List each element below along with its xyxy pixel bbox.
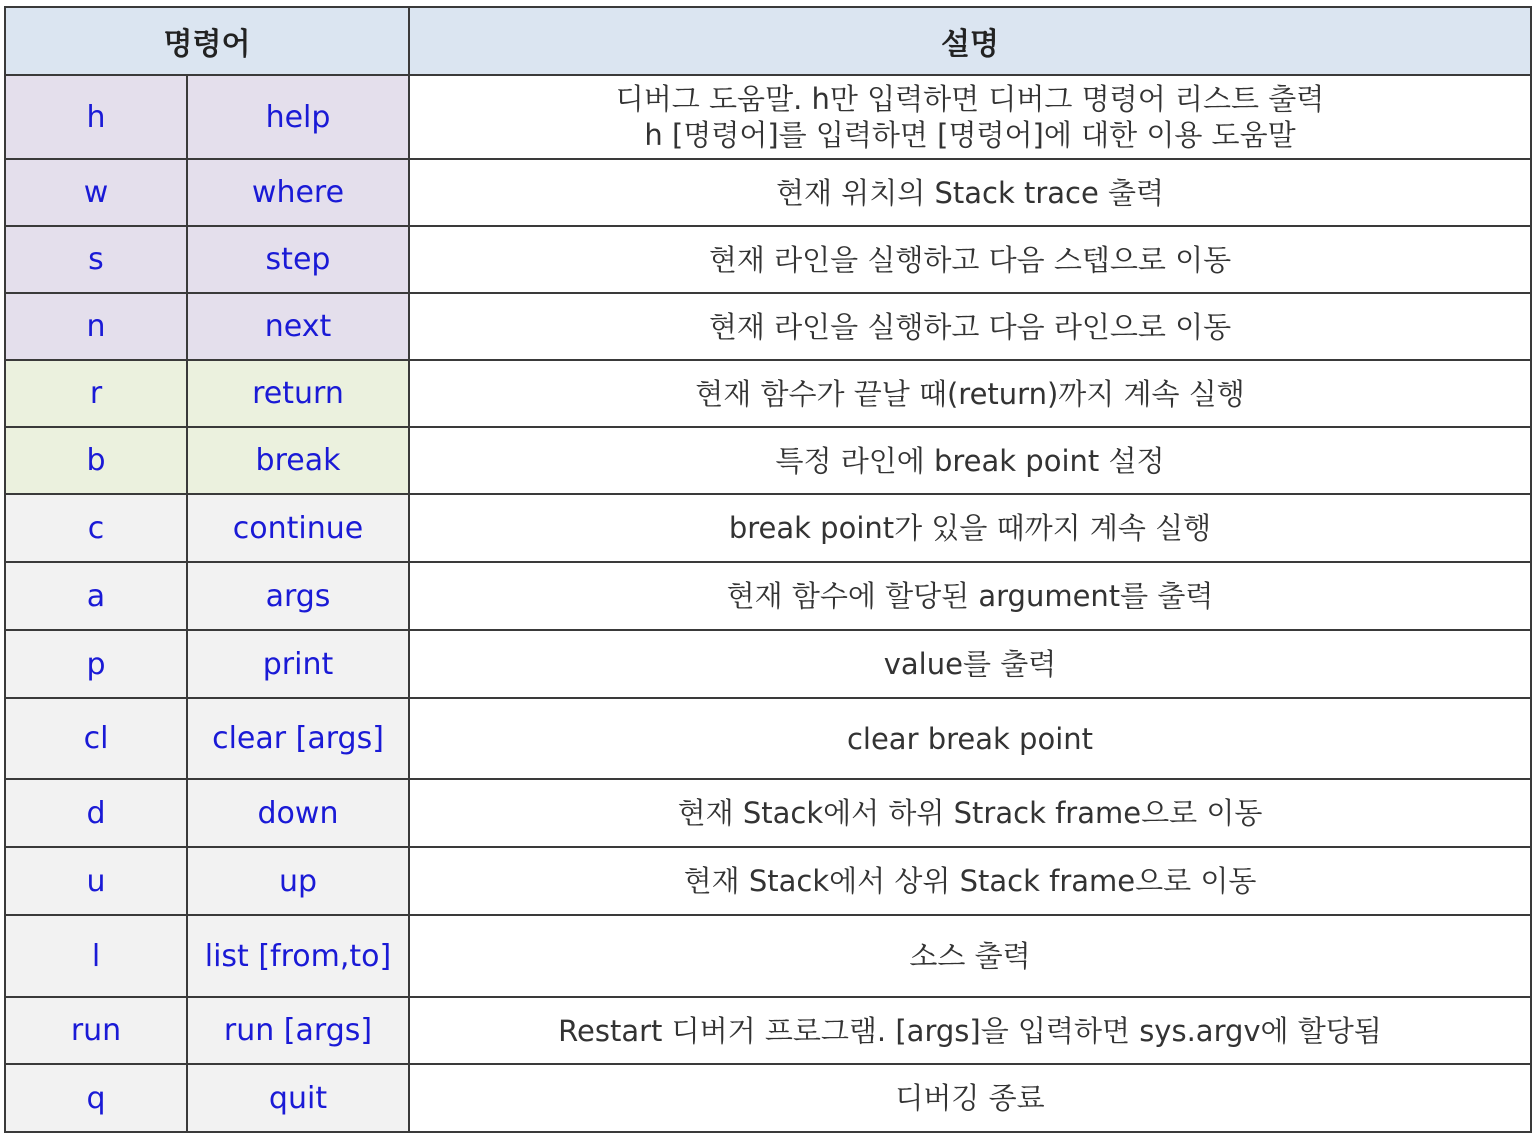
command-short: w	[5, 159, 187, 226]
command-description	[409, 293, 1531, 360]
command-description	[409, 698, 1531, 779]
command-short: q	[5, 1064, 187, 1132]
command-short: n	[5, 293, 187, 360]
command-short: p	[5, 630, 187, 698]
description-line: 현재 라인을 실행하고 다음 스텝으로 이동	[708, 242, 1232, 277]
table-row	[5, 562, 1531, 630]
header-description: 설명	[409, 7, 1531, 75]
command-long: return	[187, 360, 409, 427]
table-row	[5, 630, 1531, 698]
command-long: run [args]	[187, 997, 409, 1064]
description-line: 현재 함수가 끝날 때(return)까지 계속 실행	[695, 376, 1245, 411]
table-body	[5, 75, 1531, 1132]
command-description	[409, 915, 1531, 997]
command-description	[409, 159, 1531, 226]
table-row	[5, 494, 1531, 562]
command-short: s	[5, 226, 187, 293]
command-long: step	[187, 226, 409, 293]
header-command: 명령어	[5, 7, 409, 75]
command-description	[409, 427, 1531, 494]
command-short: u	[5, 847, 187, 915]
table-row	[5, 159, 1531, 226]
description-line: h [명령어]를 입력하면 [명령어]에 대한 이용 도움말	[644, 118, 1296, 152]
table-row	[5, 293, 1531, 360]
command-description	[409, 847, 1531, 915]
table-container	[4, 6, 1532, 1133]
table-row	[5, 997, 1531, 1064]
command-long: down	[187, 779, 409, 847]
command-long: args	[187, 562, 409, 630]
description-line: 디버그 도움말. h만 입력하면 디버그 명령어 리스트 출력	[615, 82, 1325, 116]
description-line: break point가 있을 때까지 계속 실행	[728, 511, 1212, 545]
description-line: 현재 라인을 실행하고 다음 라인으로 이동	[708, 309, 1232, 344]
table-row	[5, 427, 1531, 494]
command-description	[409, 562, 1531, 630]
command-short: l	[5, 915, 187, 997]
command-short: h	[5, 75, 187, 159]
description-line: 현재 함수에 할당된 argument를 출력	[726, 579, 1214, 613]
command-description	[409, 779, 1531, 847]
command-short: c	[5, 494, 187, 562]
command-long: list [from,to]	[187, 915, 409, 997]
command-long: clear [args]	[187, 698, 409, 779]
command-description	[409, 75, 1531, 159]
command-description	[409, 360, 1531, 427]
command-long: continue	[187, 494, 409, 562]
table-row	[5, 779, 1531, 847]
header-row	[5, 7, 1531, 75]
description-line: clear break point	[846, 721, 1094, 756]
command-short: b	[5, 427, 187, 494]
command-long: where	[187, 159, 409, 226]
description-line: value를 출력	[883, 647, 1057, 681]
command-description	[409, 1064, 1531, 1132]
command-long: next	[187, 293, 409, 360]
command-short: a	[5, 562, 187, 630]
command-long: break	[187, 427, 409, 494]
description-line: Restart 디버거 프로그램. [args]을 입력하면 sys.argv에 할당됨	[558, 1013, 1382, 1048]
command-long: quit	[187, 1064, 409, 1132]
command-long: help	[187, 75, 409, 159]
description-line: 디버깅 종료	[895, 1081, 1045, 1115]
pdb-command-table	[4, 6, 1532, 1133]
description-line: 특정 라인에 break point 설정	[775, 443, 1165, 478]
table-row	[5, 847, 1531, 915]
table-row	[5, 1064, 1531, 1132]
command-description	[409, 630, 1531, 698]
table-row	[5, 75, 1531, 159]
command-short: run	[5, 997, 187, 1064]
command-short: cl	[5, 698, 187, 779]
description-line: 현재 Stack에서 하위 Strack frame으로 이동	[677, 796, 1263, 830]
command-short: d	[5, 779, 187, 847]
description-line: 현재 Stack에서 상위 Stack frame으로 이동	[683, 864, 1257, 898]
description-line: 소스 출력	[909, 939, 1031, 973]
command-long: up	[187, 847, 409, 915]
command-description	[409, 226, 1531, 293]
table-row	[5, 698, 1531, 779]
table-row	[5, 915, 1531, 997]
description-line: 현재 위치의 Stack trace 출력	[775, 175, 1165, 210]
table-row	[5, 360, 1531, 427]
table-row	[5, 226, 1531, 293]
command-long: print	[187, 630, 409, 698]
command-short: r	[5, 360, 187, 427]
command-description	[409, 997, 1531, 1064]
command-description	[409, 494, 1531, 562]
